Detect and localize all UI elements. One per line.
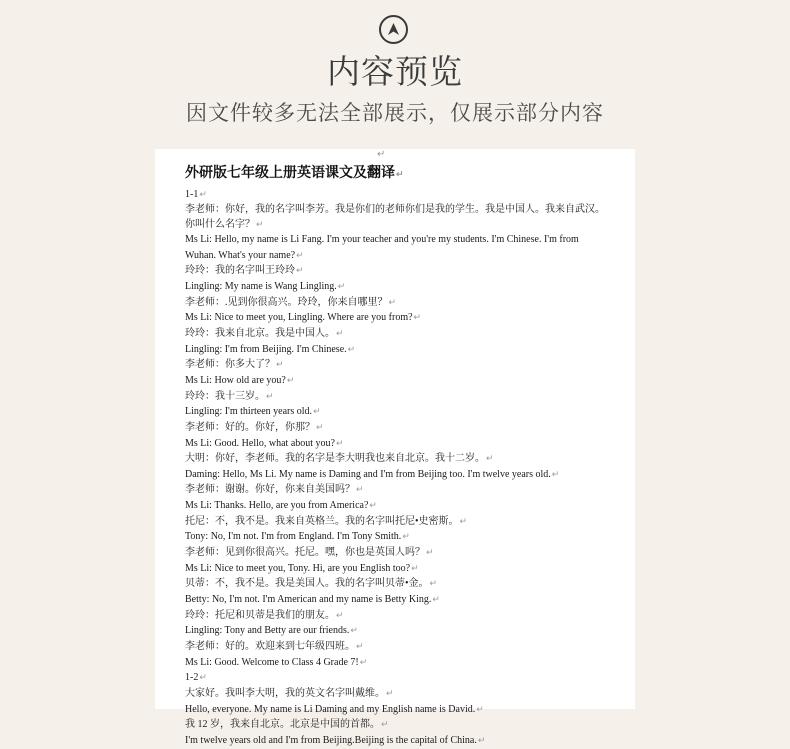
document-line: 1-2↵ xyxy=(185,672,207,684)
page-subtitle: 因文件较多无法全部展示，仅展示部分内容 xyxy=(186,101,604,125)
document-line: Lingling: Tony and Betty are our friends.↵ xyxy=(185,625,358,637)
page-title: 内容预览 xyxy=(327,52,463,91)
document-line: Ms Li: How old are you?↵ xyxy=(185,374,295,386)
up-arrow-circle-icon xyxy=(379,15,408,44)
document-line: 贝蒂：不，我不是。我是美国人。我的名字叫贝蒂•金。↵ xyxy=(185,578,438,590)
document-line: Ms Li: Good. Hello, what about you?↵ xyxy=(185,437,344,449)
document-line: Lingling: My name is Wang Lingling.↵ xyxy=(185,280,346,292)
document-line: Ms Li: Nice to meet you, Tony. Hi, are you English too?↵ xyxy=(185,562,419,574)
paragraph-mark: ↵ xyxy=(377,149,386,160)
document-line: 李老师：好的。你好，你那？↵ xyxy=(185,421,324,433)
document-line: 李老师：你好，我的名字叫李芳。我是你们的老师你们是我的学生。我是中国人。我来自武汉。你叫什么名字？↵ xyxy=(185,203,605,231)
document-line: 大明：你好，李老师。我的名字是李大明我也来自北京。我十二岁。↵ xyxy=(185,453,494,465)
document-line: Tony: No, I'm not. I'm from England. I'm Tony Smith.↵ xyxy=(185,531,410,543)
document-line: Lingling: I'm thirteen years old.↵ xyxy=(185,406,321,418)
document-line: Ms Li: Thanks. Hello, are you from America?↵ xyxy=(185,500,377,512)
document-line: 玲玲：托尼和贝蒂是我们的朋友。↵ xyxy=(185,609,344,621)
document-line: Ms Li: Hello, my name is Li Fang. I'm your teacher and you're my students. I'm Chinese. I'm from Wuhan. What's your name?↵ xyxy=(185,233,579,261)
document-title: 外研版七年级上册英语课文及翻译↵ xyxy=(185,166,404,181)
document-line: 我 12 岁，我来自北京。北京是中国的首都。↵ xyxy=(185,719,389,731)
document-body xyxy=(185,187,605,749)
document-line: I'm twelve years old and I'm from Beijing.Beijing is the capital of China.↵ xyxy=(185,734,486,746)
document-line: 托尼：不，我不是。我来自英格兰。我的名字叫托尼•史密斯。↵ xyxy=(185,515,468,527)
document-line: 玲玲：我十三岁。↵ xyxy=(185,390,274,402)
document-line: Hello, everyone. My name is Li Daming and my English name is David.↵ xyxy=(185,703,484,715)
document-line: Ms Li: Good. Welcome to Class 4 Grade 7!↵ xyxy=(185,656,368,668)
document-line: 李老师：谢谢。你好，你来自美国吗？↵ xyxy=(185,484,364,496)
document-line: 李老师：见到你很高兴。托尼。嘿，你也是英国人吗？↵ xyxy=(185,547,434,559)
document-line: Lingling: I'm from Beijing. I'm Chinese.↵ xyxy=(185,343,356,355)
document-line: Betty: No, I'm not. I'm American and my name is Betty King.↵ xyxy=(185,594,440,606)
document-line: 玲玲：我来自北京。我是中国人。↵ xyxy=(185,327,344,339)
document-line: 玲玲：我的名字叫王玲玲↵ xyxy=(185,265,304,277)
document-preview xyxy=(155,149,635,746)
document-line: Ms Li: Nice to meet you, Lingling. Where are you from?↵ xyxy=(185,312,422,324)
document-line: 1-1↵ xyxy=(185,189,207,200)
document-line: Daming: Hello, Ms Li. My name is Daming and I'm from Beijing too. I'm twelve years old.↵ xyxy=(185,468,560,480)
document-line: 李老师：好的。欢迎来到七年级四班。↵ xyxy=(185,641,364,653)
document-line: 李老师：.见到你很高兴。玲玲，你来自哪里？↵ xyxy=(185,296,397,308)
document-line: 大家好。我叫李大明，我的英文名字叫戴维。↵ xyxy=(185,688,394,699)
document-line: 李老师：你多大了？↵ xyxy=(185,359,284,371)
